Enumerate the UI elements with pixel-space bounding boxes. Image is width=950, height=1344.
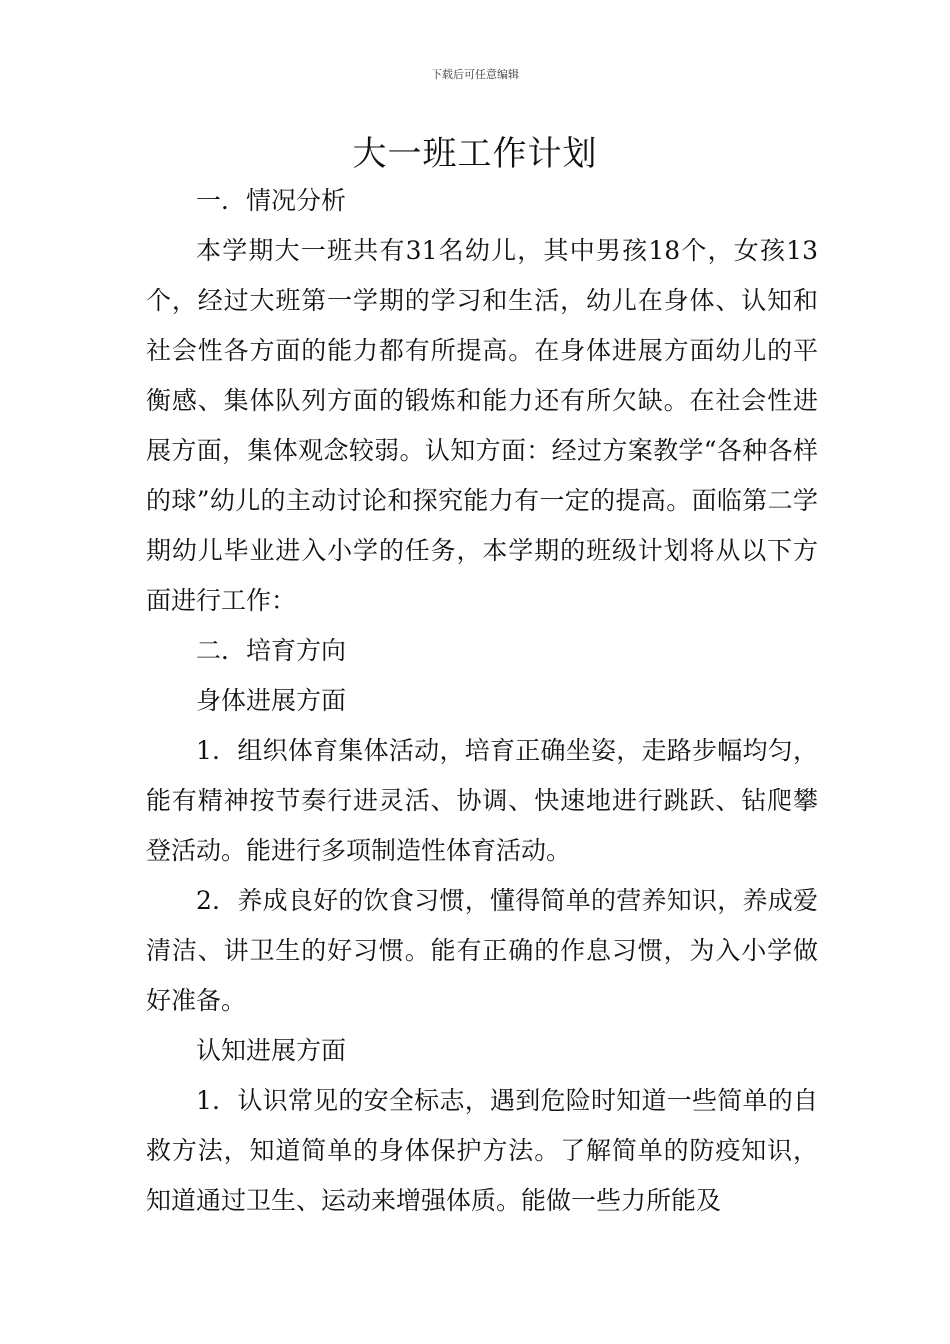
paragraph-body-item-2: 2．养成良好的饮食习惯，懂得简单的营养知识，养成爱清洁、讲卫生的好习惯。能有正确的作息习惯，为入小学做好准备。 xyxy=(146,886,818,1015)
document-body xyxy=(146,176,818,1226)
subheading-body-development: 身体进展方面 xyxy=(196,686,347,715)
section-heading-analysis: 一．情况分析 xyxy=(196,186,347,215)
subheading-cognitive-development: 认知进展方面 xyxy=(196,1036,347,1065)
paragraph-analysis: 本学期大一班共有31名幼儿，其中男孩18个，女孩13个，经过大班第一学期的学习和生活，幼儿在身体、认知和社会性各方面的能力都有所提高。在身体进展方面幼儿的平衡感、集体队列方面的锻炼和能力还有所欠缺。在社会性进展方面，集体观念较弱。认知方面：经过方案教学“各种各样的球”幼儿的主动讨论和探究能力有一定的提高。面临第二学期幼儿毕业进入小学的任务，本学期的班级计划将从以下方面进行工作： xyxy=(146,236,818,615)
header-note: 下载后可任意编辑 xyxy=(431,68,519,81)
document-title: 大一班工作计划 xyxy=(352,134,598,174)
paragraph-cognitive-item-1: 1．认识常见的安全标志，遇到危险时知道一些简单的自救方法，知道简单的身体保护方法。了解简单的防疫知识，知道通过卫生、运动来增强体质。能做一些力所能及 xyxy=(146,1086,818,1215)
paragraph-body-item-1: 1．组织体育集体活动，培育正确坐姿，走路步幅均匀，能有精神按节奏行进灵活、协调、快速地进行跳跃、钻爬攀登活动。能进行多项制造性体育活动。 xyxy=(146,736,818,865)
section-heading-direction: 二．培育方向 xyxy=(196,636,347,665)
